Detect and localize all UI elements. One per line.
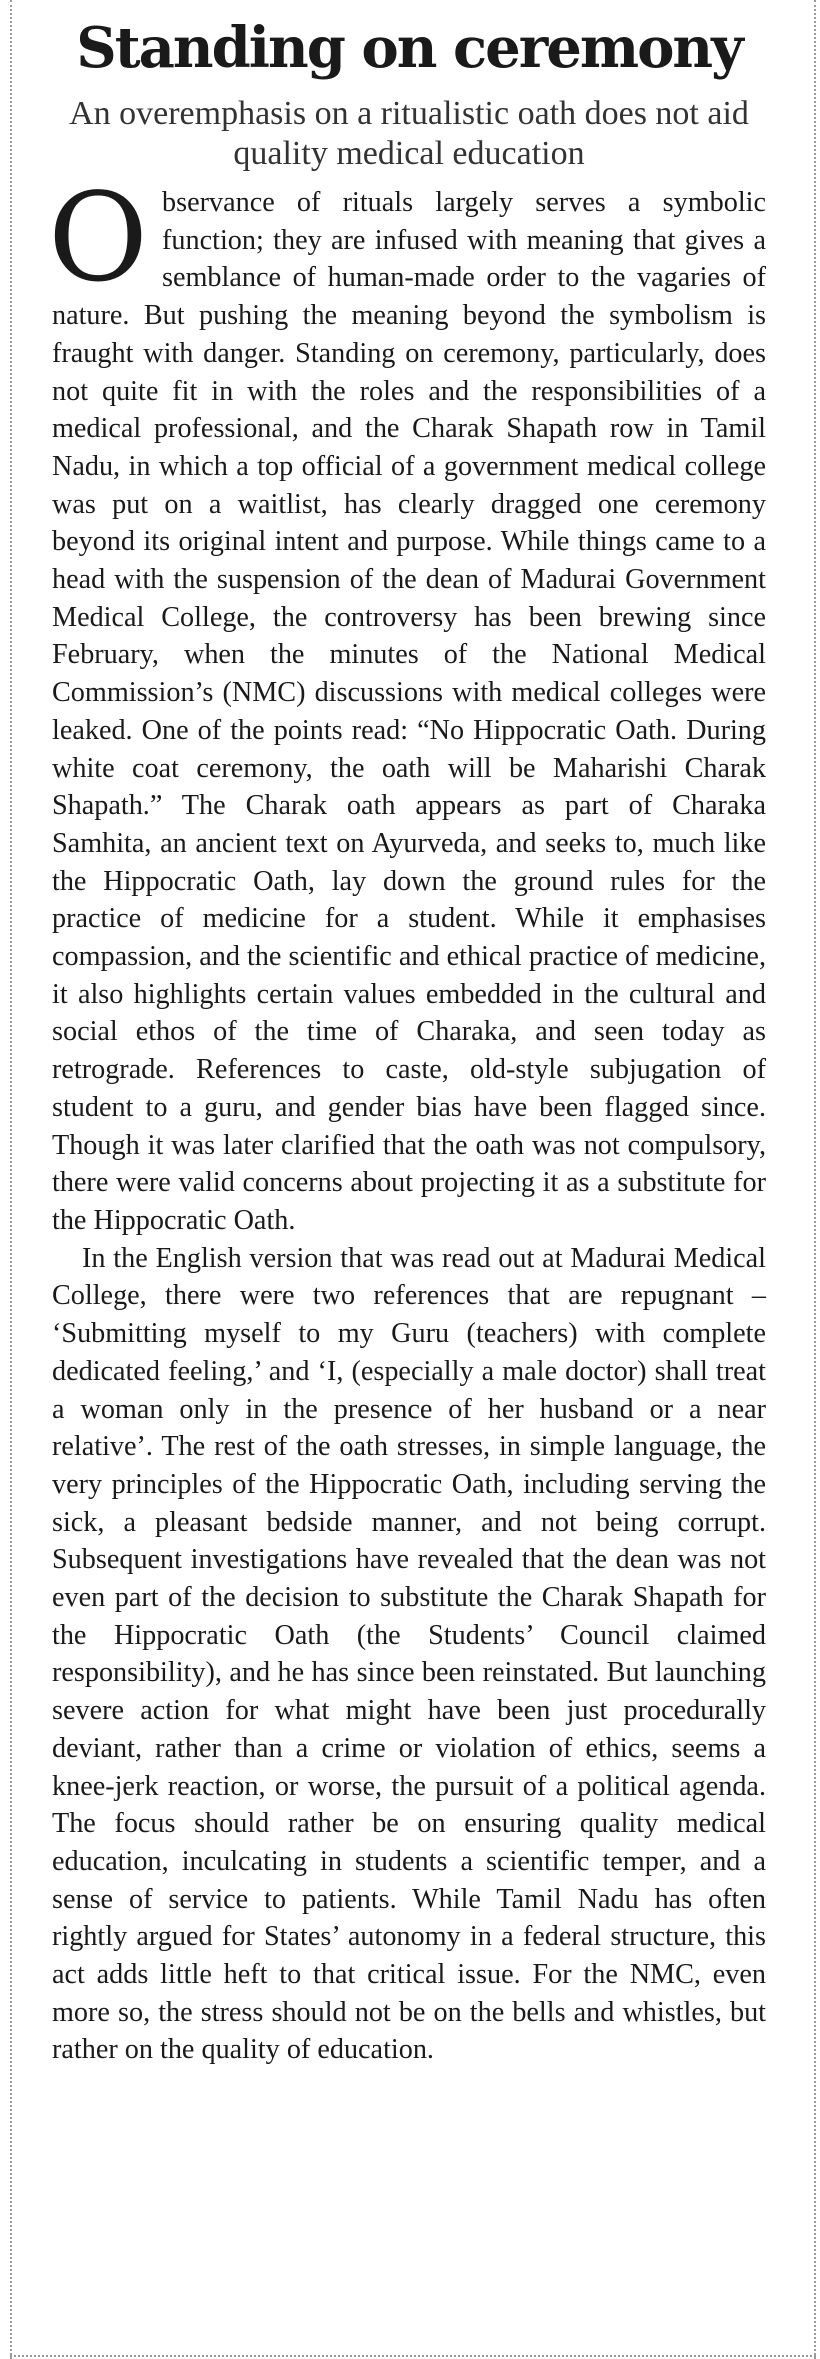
dotted-border-bottom [10,2355,816,2357]
drop-cap: O [48,167,149,309]
article [48,12,766,2069]
headline: Standing on ceremony [76,15,742,81]
paragraph-1 [48,167,766,1240]
standfirst: An overemphasis on a ritualistic oath does not aid quality medical education [69,95,749,172]
dotted-border-right [814,0,816,2359]
paragraph-2: In the English version that was read out at Madurai Medical College, there were two references that are repugnant – ‘Submitting myself to my Guru (teachers) with complete dedicated feeling,’ and ‘I, (especially a male doctor) shall treat a woman only in the presence of her husband or a near relative’. The rest of the oath stresses, in simple language, the very principles of the Hippocratic Oath, including serving the sick, a pleasant bedside manner, and not being corrupt. Subsequent investigations have revealed that the dean was not even part of the decision to substitute the Charak Shapath for the Hippocratic Oath (the Students’ Council claimed responsibility), and he has since been reinstated. But launching severe action for what might have been just procedurally deviant, rather than a crime or violation of ethics, seems a knee-jerk reaction, or worse, the pursuit of a political agenda. The focus should rather be on ensuring quality medical education, inculcating in students a scientific temper, and a sense of service to patients. While Tamil Nadu has often rightly argued for States’ autonomy in a federal structure, this act adds little heft to that critical issue. For the NMC, even more so, the stress should not be on the bells and whistles, but rather on the quality of education. [52,1242,766,2066]
paragraph-1-text: bservance of rituals largely serves a symbolic function; they are infused with meaning that gives a semblance of human-made order to the vagaries of nature. But pushing the meaning beyond the symbolism is fraught with danger. Standing on ceremony, particularly, does not quite fit in with the roles and the responsibilities of a medical professional, and the Charak Shapath row in Tamil Nadu, in which a top official of a government medical college was put on a waitlist, has clearly dragged one ceremony beyond its original intent and purpose. While things came to a head with the suspension of the dean of Madurai Government Medical College, the controversy has been brewing since February, when the minutes of the National Medical Commission’s (NMC) discussions with medical colleges were leaked. One of the points read: “No Hippocratic Oath. During white coat ceremony, the oath will be Maharishi Charak Shapath.” The Charak oath appears as part of Charaka Samhita, an ancient text on Ayurveda, and seeks to, much like the Hippocratic Oath, lay down the ground rules for the practice of medicine for a student. While it emphasises compassion, and the scientific and ethical practice of medicine, it also highlights certain values embedded in the cultural and social ethos of the time of Charaka, and seen today as retrograde. References to caste, old-style subjugation of student to a guru, and gender bias have been flagged since. Though it was later clarified that the oath was not compulsory, there were valid concerns about projecting it as a substitute for the Hippocratic Oath. [52,187,766,1236]
dotted-border-left [10,0,12,2359]
article-body [48,167,766,2069]
